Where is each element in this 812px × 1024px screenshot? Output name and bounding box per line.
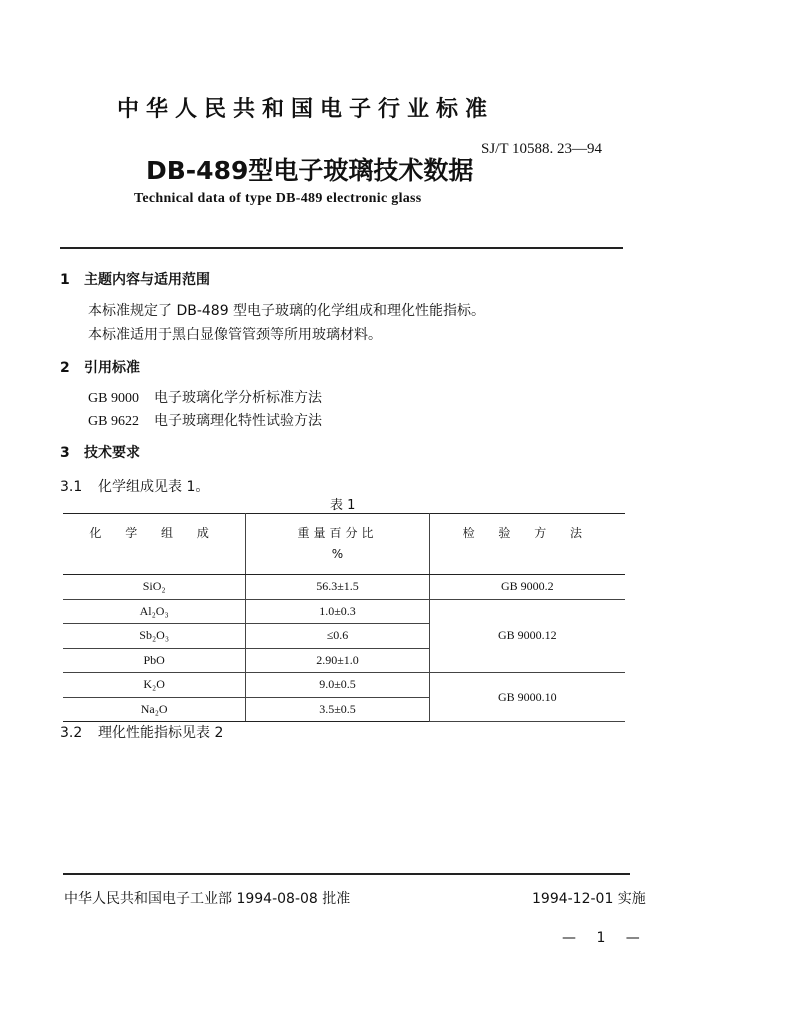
cell-component: PbO	[63, 648, 246, 673]
section-title: 引用标准	[84, 360, 140, 376]
cell-value: 1.0±0.3	[246, 599, 429, 624]
document-title-en: Technical data of type DB-489 electronic glass	[134, 191, 422, 206]
cell-component: K₂O	[63, 673, 246, 698]
cell-value: 2.90±1.0	[246, 648, 429, 673]
cell-value: ≤0.6	[246, 624, 429, 649]
cell-component: Sb₂O₃	[63, 624, 246, 649]
subsection-3-1	[60, 476, 209, 496]
table-row	[63, 673, 625, 698]
cell-method: GB 9000.2	[429, 575, 625, 600]
section-title: 主题内容与适用范围	[84, 272, 210, 288]
section-title: 技术要求	[84, 445, 140, 461]
subsection-text: 理化性能指标见表 2	[98, 725, 224, 741]
reference-code: GB 9000	[88, 391, 139, 406]
section-3-heading	[60, 442, 140, 462]
section-1-paragraph: 本标准规定了 DB-489 型电子玻璃的化学组成和理化性能指标。	[88, 303, 486, 319]
cell-component: Na₂O	[63, 697, 246, 722]
cell-method: GB 9000.10	[429, 673, 625, 722]
header-method: 检 验 方 法	[429, 514, 625, 575]
header-weight-percent: 重量百分比 %	[246, 514, 429, 575]
subsection-text: 化学组成见表 1。	[98, 479, 210, 495]
reference-item	[88, 410, 322, 430]
section-number: 1	[60, 272, 70, 288]
page-number: — 1 —	[562, 930, 648, 946]
header-rule	[60, 247, 623, 249]
composition-table	[63, 513, 625, 722]
subsection-number: 3.1	[60, 479, 83, 495]
reference-item	[88, 387, 322, 407]
cell-component: Al₂O₃	[63, 599, 246, 624]
table-header-row	[63, 514, 625, 575]
standard-organization: 中华人民共和国电子行业标准	[117, 97, 495, 122]
cell-component: SiO₂	[63, 575, 246, 600]
subsection-3-2	[60, 722, 223, 742]
section-1-paragraph: 本标准适用于黑白显像管管颈等所用玻璃材料。	[88, 327, 382, 343]
footer-rule	[63, 873, 630, 875]
section-number: 2	[60, 360, 70, 376]
header-weight-unit: %	[331, 547, 344, 561]
cell-value: 3.5±0.5	[246, 697, 429, 722]
approval-statement: 中华人民共和国电子工业部 1994-08-08 批准	[64, 891, 351, 907]
section-number: 3	[60, 445, 70, 461]
subsection-number: 3.2	[60, 725, 83, 741]
reference-title: 电子玻璃化学分析标准方法	[154, 390, 322, 406]
standard-code: SJ/T 10588. 23—94	[481, 141, 602, 157]
cell-value: 56.3±1.5	[246, 575, 429, 600]
cell-method: GB 9000.12	[429, 599, 625, 673]
table-row	[63, 575, 625, 600]
table-row	[63, 599, 625, 624]
document-title: DB-489型电子玻璃技术数据	[146, 156, 474, 185]
reference-title: 电子玻璃理化特性试验方法	[154, 413, 322, 429]
section-2-heading	[60, 357, 140, 377]
cell-value: 9.0±0.5	[246, 673, 429, 698]
table-caption: 表 1	[330, 498, 356, 513]
effective-date: 1994-12-01 实施	[532, 891, 646, 907]
section-1-heading	[60, 269, 210, 289]
header-composition: 化 学 组 成	[63, 514, 246, 575]
reference-code: GB 9622	[88, 414, 139, 429]
